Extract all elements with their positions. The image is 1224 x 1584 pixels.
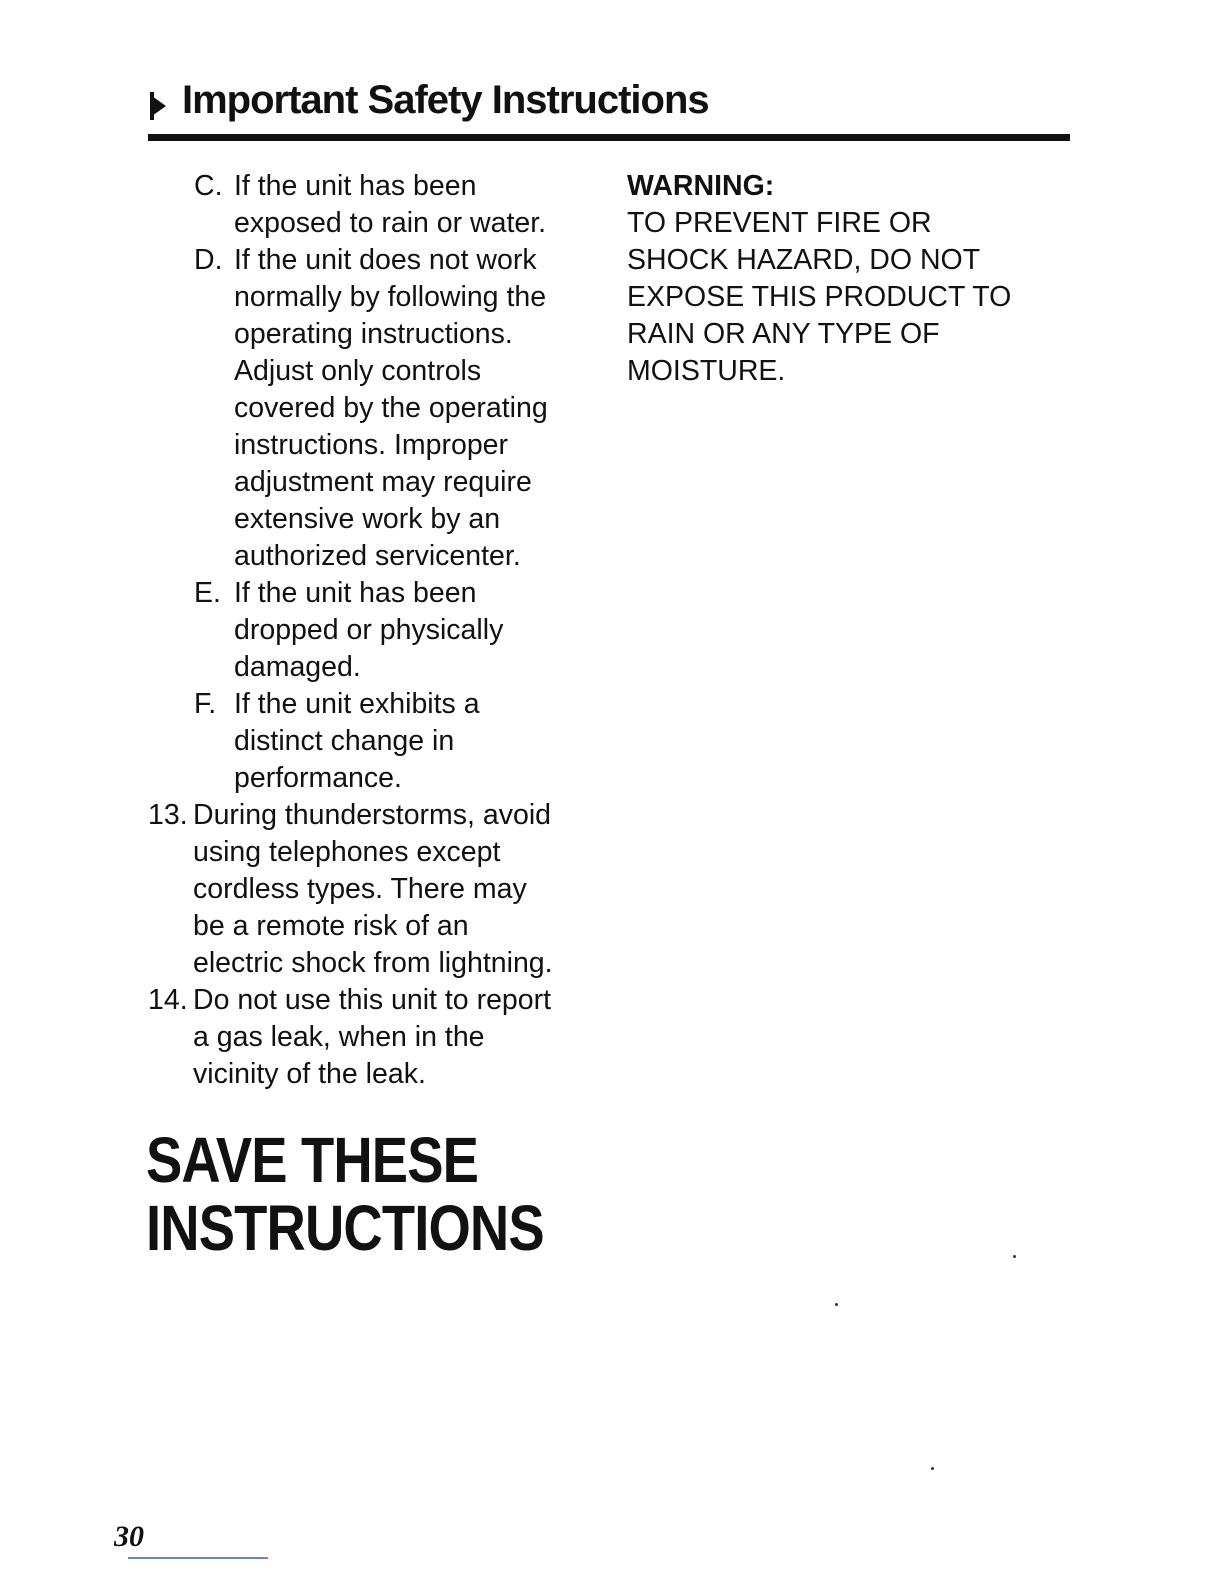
- scan-speck: [835, 1303, 838, 1306]
- page-title: Important Safety Instructions: [182, 78, 709, 122]
- list-item-13: [148, 797, 618, 982]
- scan-speck: [931, 1467, 934, 1470]
- warning-label: WARNING:: [627, 170, 775, 202]
- page-number: 30: [114, 1520, 144, 1553]
- list-item-f: [148, 686, 618, 797]
- list-item-text: During thunderstorms, avoid using telephones except cordless types. There may be a remote risk of an electric shock from lightning.: [193, 799, 553, 979]
- list-marker: D.: [194, 244, 223, 276]
- list-item-text: Do not use this unit to report a gas leak, when in the vicinity of the leak.: [193, 984, 552, 1090]
- page-header: [148, 78, 1070, 134]
- triangle-right-icon: [150, 92, 168, 120]
- list-item-text: If the unit does not work normally by following the operating instructions. Adjust only controls covered by the operating instructions. Improper adjustment may require extensive work by an authorized servicenter.: [234, 244, 548, 572]
- page-number-underline: [128, 1557, 268, 1559]
- list-item-d: [148, 242, 618, 575]
- list-item-text: If the unit has been dropped or physically damaged.: [234, 577, 504, 683]
- list-item-text: If the unit has been exposed to rain or water.: [234, 170, 547, 239]
- list-item-text: If the unit exhibits a distinct change in performance.: [234, 688, 480, 794]
- header-divider: [148, 134, 1070, 141]
- warning-text: TO PREVENT FIRE OR SHOCK HAZARD, DO NOT EXPOSE THIS PRODUCT TO RAIN OR ANY TYPE OF MOISTURE.: [627, 207, 1012, 387]
- list-item-c: [148, 168, 618, 242]
- list-marker: E.: [194, 577, 221, 609]
- save-instructions-heading: SAVE THESE INSTRUCTIONS: [146, 1124, 544, 1264]
- instruction-list: [148, 168, 618, 1093]
- warning-box: [627, 168, 1067, 390]
- list-marker: 14.: [148, 984, 188, 1016]
- scan-speck: [1013, 1255, 1016, 1258]
- list-marker: C.: [194, 170, 223, 202]
- list-marker: F.: [194, 688, 217, 720]
- list-item-e: [148, 575, 618, 686]
- list-item-14: [148, 982, 618, 1093]
- list-marker: 13.: [148, 799, 188, 831]
